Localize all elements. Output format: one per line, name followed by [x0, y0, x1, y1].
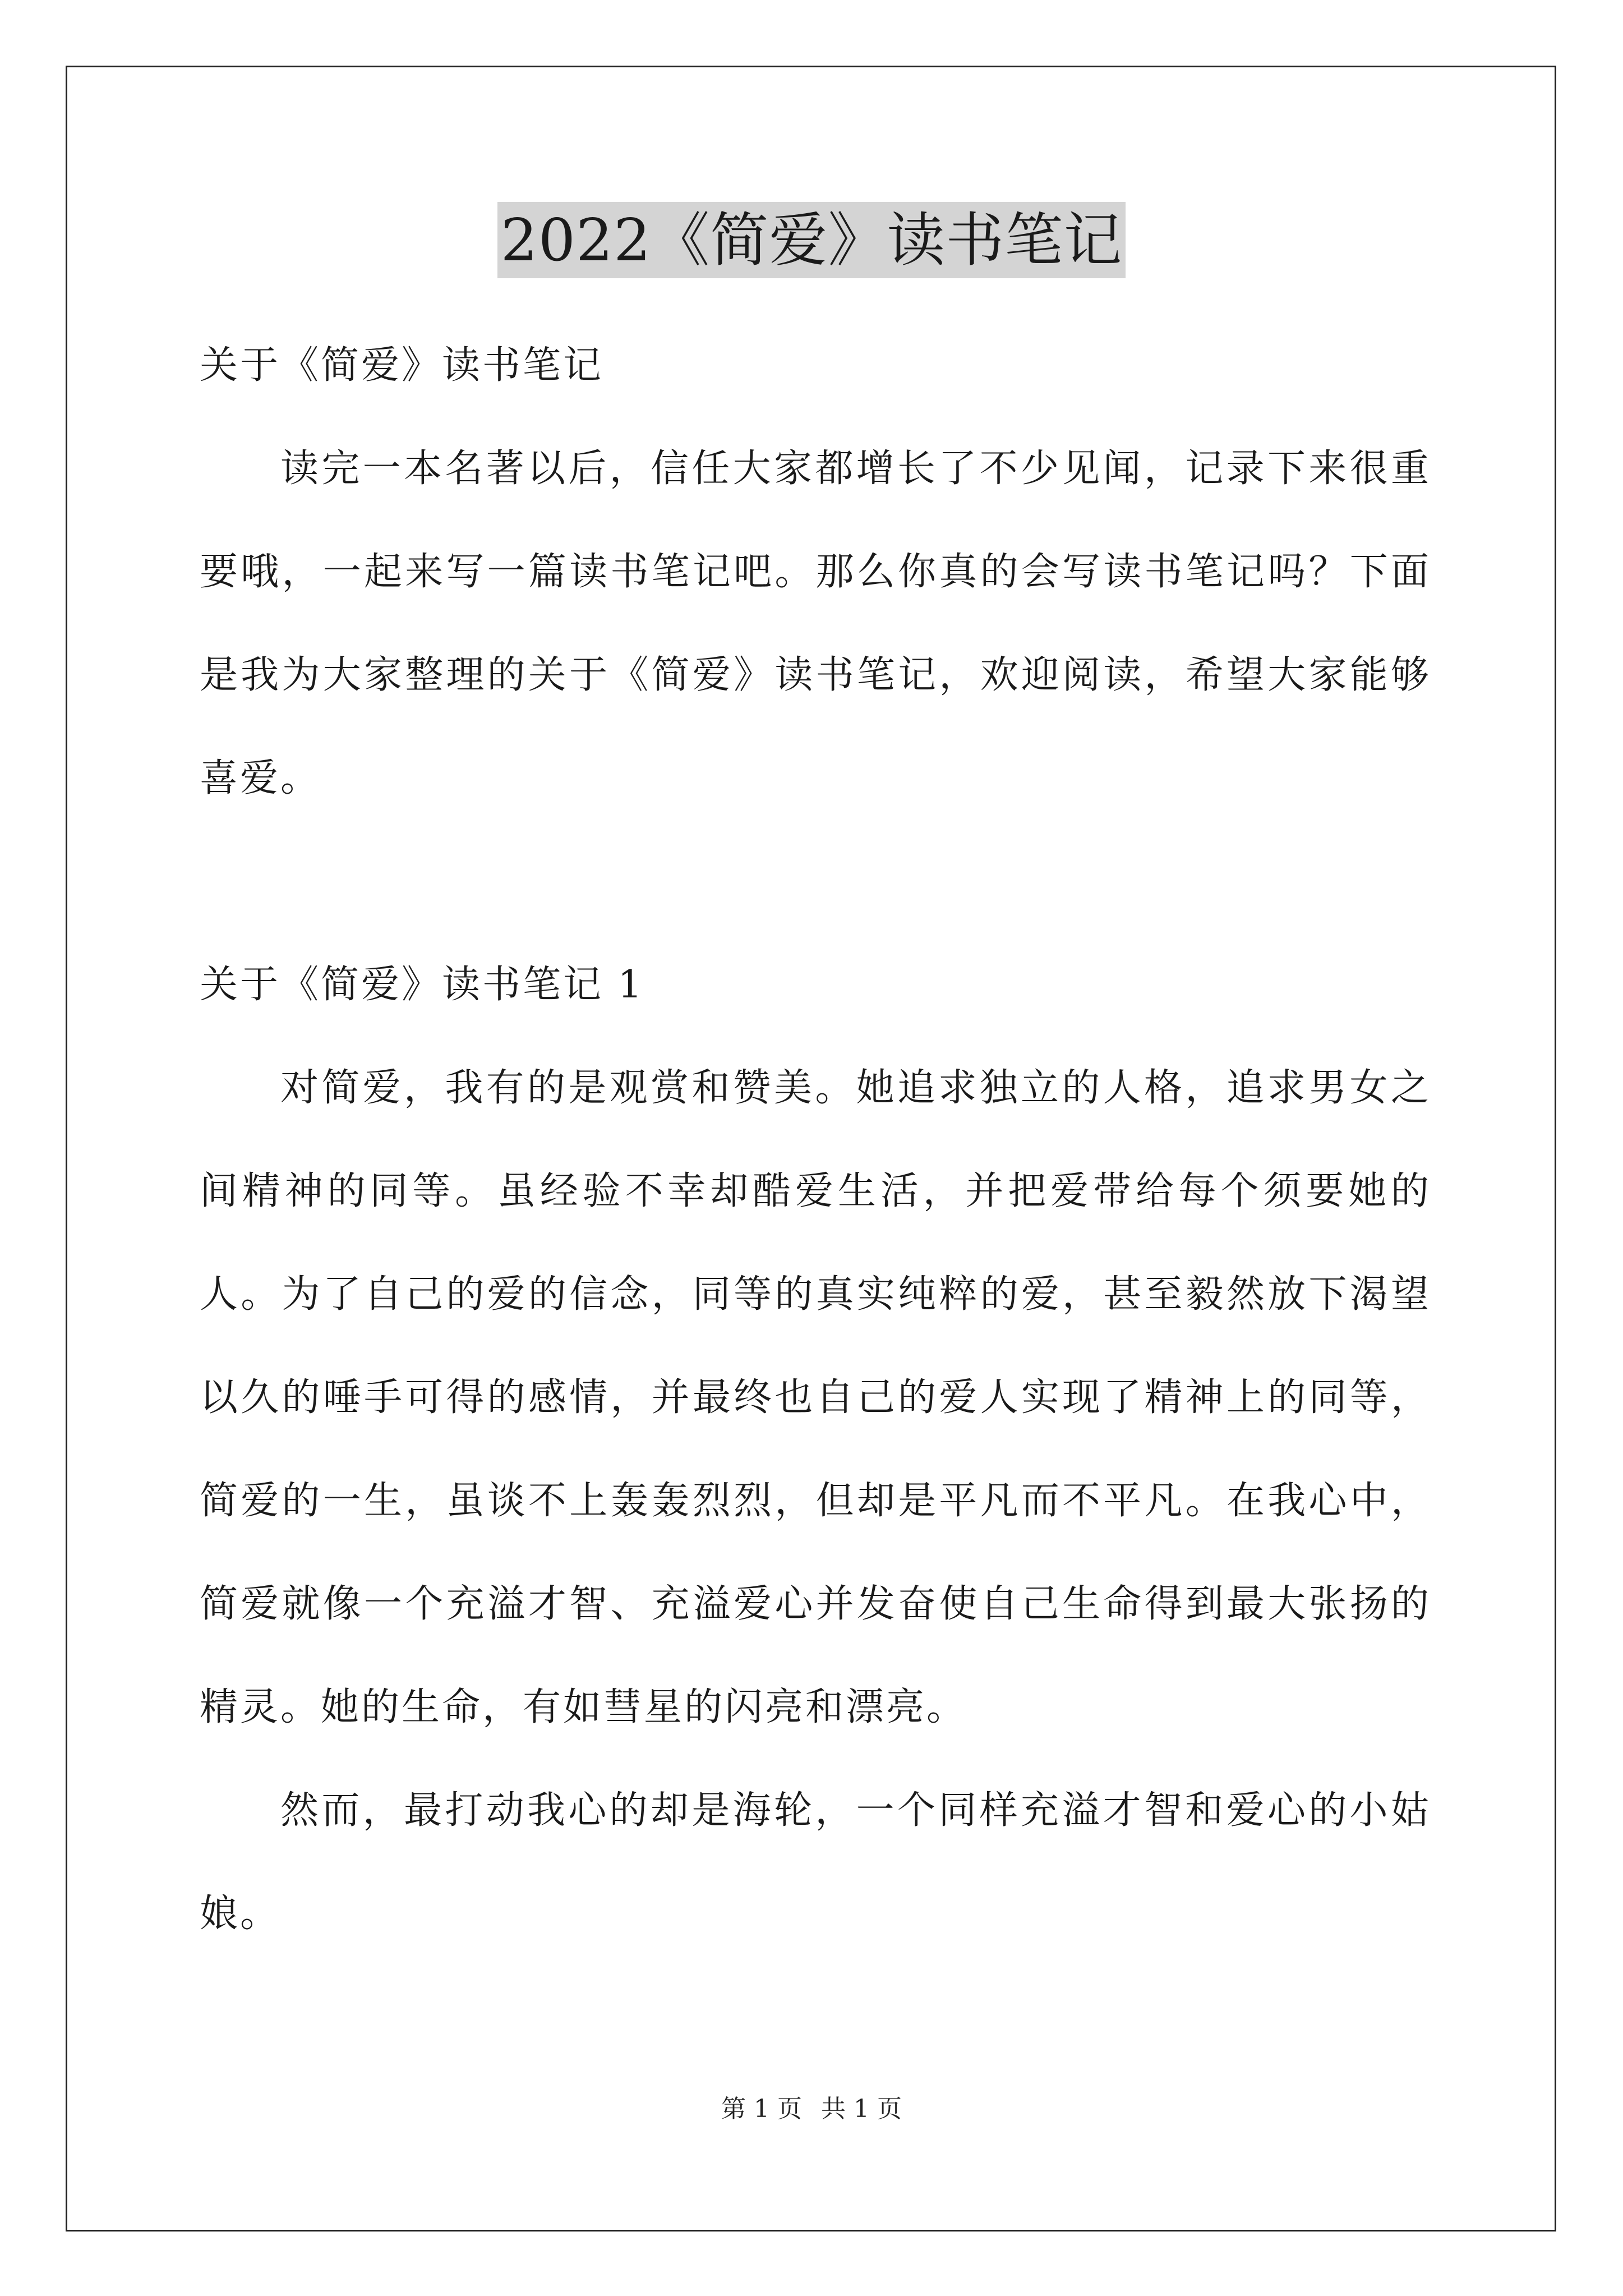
section-paragraph: 对简爱，我有的是观赏和赞美。她追求独立的人格，追求男女之间精神的同等。虽经验不幸却酷爱生活，并把爱带给每个须要她的人。为了自己的爱的信念，同等的真实纯粹的爱，甚至毅然放下渴望以久的唾手可得的感情，并最终也自己的爱人实现了精神上的同等，简爱的一生，虽谈不上轰轰烈烈，但却是平凡而不平凡。在我心中，简爱就像一个充溢才智、充溢爱心并发奋使自己生命得到最大张扬的精灵。她的生命，有如彗星的闪亮和漂亮。	[200, 1066, 1431, 1729]
section-heading: 关于《简爱》读书笔记 1	[200, 963, 644, 1007]
document-title	[0, 202, 1623, 278]
page-footer	[0, 2092, 1623, 2126]
document-title-text: 2022《简爱》读书笔记	[497, 202, 1126, 278]
section-spacer	[200, 830, 1431, 933]
page-total: 共 1 页	[821, 2095, 902, 2123]
page-number: 第 1 页	[721, 2095, 802, 2123]
intro-heading: 关于《简爱》读书笔记	[200, 343, 604, 388]
section-paragraph: 然而，最打动我心的却是海轮，一个同样充溢才智和爱心的小姑娘。	[200, 1788, 1431, 1936]
intro-paragraph: 读完一本名著以后，信任大家都增长了不少见闻，记录下来很重要哦，一起来写一篇读书笔记吧。那么你真的会写读书笔记吗？下面是我为大家整理的关于《简爱》读书笔记，欢迎阅读，希望大家能够喜爱。	[200, 447, 1431, 800]
document-body	[200, 314, 1431, 1966]
